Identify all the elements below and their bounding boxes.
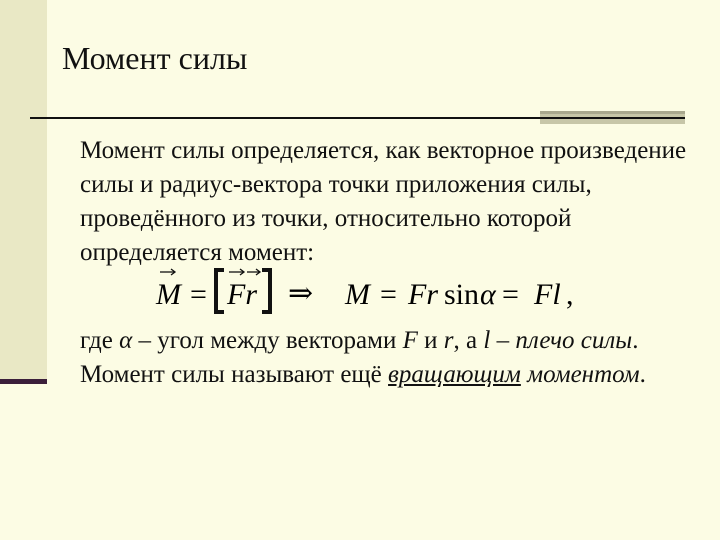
explanation-text-4: , а — [453, 327, 484, 354]
definition-paragraph: Момент силы определяется, как векторное произведение силы и радиус-вектора точки приложения силы, проведённого из точки, относительно которой определяется момент: — [80, 137, 687, 266]
formula-equals-3: = — [502, 278, 519, 311]
explanation-lever: l — [483, 327, 491, 354]
formula-moment-symbol: M — [156, 278, 181, 311]
explanation-radius: r — [443, 327, 454, 354]
formula-equals-2: = — [380, 278, 397, 311]
side-accent-bar-end — [0, 379, 47, 384]
formula-force-radius: Fr — [227, 278, 257, 311]
formula-sin: sin — [444, 278, 480, 311]
title-divider — [30, 117, 540, 119]
formula-comma: , — [566, 278, 574, 311]
formula-equals: = — [190, 278, 207, 311]
side-accent-bar — [0, 0, 47, 382]
moment-formula — [150, 262, 610, 322]
explanation-text-3: и — [417, 327, 444, 354]
explanation-paragraph — [80, 324, 690, 392]
explanation-text-2: – угол между векторами — [132, 327, 403, 354]
slide-title: Момент силы — [62, 40, 248, 76]
formula-implies: ⇒ — [288, 277, 314, 310]
formula-alpha: α — [480, 278, 496, 311]
explanation-alpha: α — [119, 327, 133, 354]
explanation-text-5: – — [490, 327, 516, 354]
explanation-text-6: . Момент силы называют ещё — [80, 327, 639, 388]
explanation-lever-arm-term: плечо силы — [515, 327, 633, 354]
explanation-text-1: где — [80, 327, 120, 354]
explanation-text-8: . — [639, 361, 646, 388]
formula-fr: Fr — [408, 278, 438, 311]
formula-fl: Fl — [534, 278, 561, 311]
formula-moment-rhs: M — [345, 278, 370, 311]
explanation-force: F — [402, 327, 418, 354]
explanation-moment-term: моментом — [527, 361, 640, 388]
explanation-rotating-term: вращающим — [388, 361, 521, 388]
title-divider-accent — [540, 111, 685, 124]
